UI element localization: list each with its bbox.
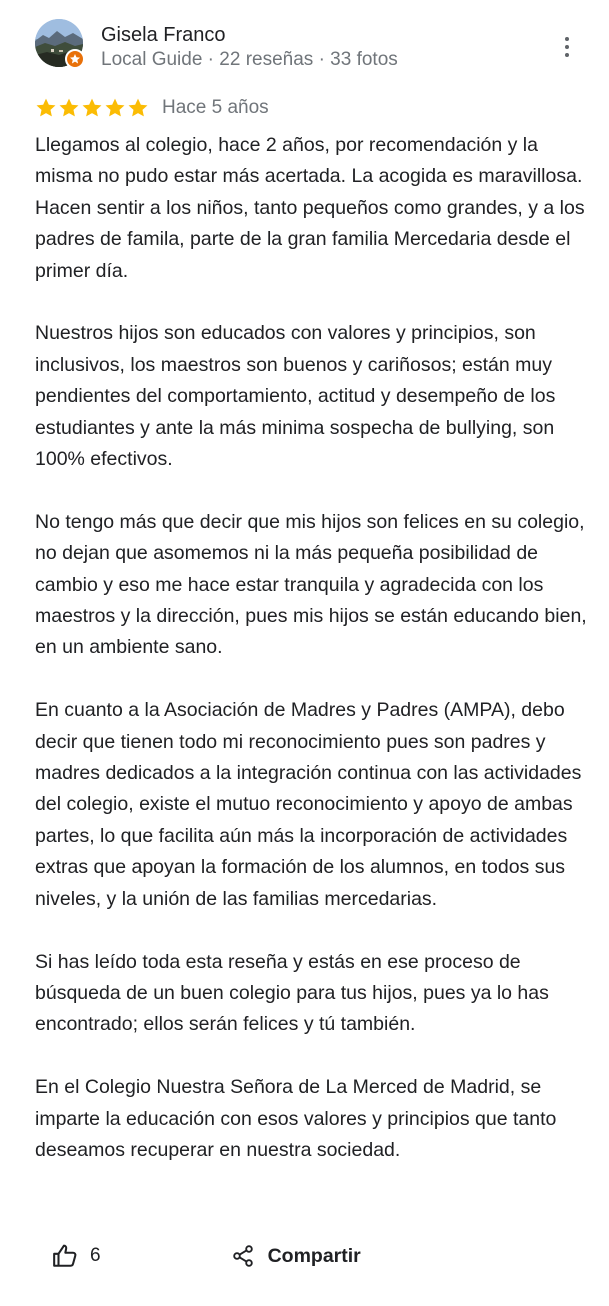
share-label: Compartir [267,1244,361,1267]
like-count: 6 [90,1245,101,1266]
share-icon [231,1244,255,1268]
review-header [35,19,609,71]
review-text [35,130,595,1166]
review-paragraph: En el Colegio Nuestra Señora de La Merced de Madrid, se imparte la educación con esos valores y principios que tanto deseamos recuperar en nuestra sociedad. [35,1076,557,1161]
rating-row [35,96,269,120]
star-icon [104,97,126,119]
star-rating [35,97,150,119]
star-icon [81,97,103,119]
star-icon [127,97,149,119]
review-paragraph: No tengo más que decir que mis hijos son felices en su colegio, no dejan que asomemos ni la más pequeña posibilidad de cambio y eso me hace estar tranquila y agradecida con los maestros y la dirección, pues mis hijos se están educando bien, en un ambiente sano. [35,510,587,659]
review-actions [52,1238,361,1274]
review-paragraph: Si has leído toda esta reseña y estás en ese proceso de búsqueda de un buen colegio para tus hijos, pues ya lo has encontrado; ellos serán felices y tú también. [35,950,549,1036]
more-vert-icon[interactable] [557,33,577,61]
author-meta: Local Guide · 22 reseñas · 33 fotos [101,49,398,70]
review-paragraph: Nuestros hijos son educados con valores y principios, son inclusivos, los maestros son buenos y cariñosos; están muy pendientes del comportamiento, actitud y desempeño de los estudiantes y ante la más minima sospecha de bullying, son 100% efectivos. [35,322,556,471]
more-dot [565,53,569,57]
share-button[interactable] [231,1244,361,1268]
more-dot [565,37,569,41]
like-button[interactable] [52,1243,101,1269]
review-date: Hace 5 años [162,97,269,118]
thumb-up-icon [52,1243,78,1269]
review-paragraph: Llegamos al colegio, hace 2 años, por recomendación y la misma no pudo estar más acertada. La acogida es maravillosa. Hacen sentir a los niños, tanto pequeños como grandes, y a los padres de famila, parte de la gran familia Mercedaria desde el primer día. [35,134,585,282]
author-name[interactable]: Gisela Franco [101,24,226,46]
more-dot [565,45,569,49]
review-paragraph: En cuanto a la Asociación de Madres y Padres (AMPA), debo decir que tienen todo mi reconocimiento pues son padres y madres dedicados a la integración continua con las actividades del colegio, existe el mutuo reconocimiento y apoyo de ambas partes, lo que facilita aún más la incorporación de actividades extras que apoyan la formación de los alumnos, en todos sus niveles, y la unión de las familias mercedarias. [35,699,582,910]
local-guide-badge-icon [65,49,85,69]
star-icon [35,97,57,119]
star-icon [58,97,80,119]
